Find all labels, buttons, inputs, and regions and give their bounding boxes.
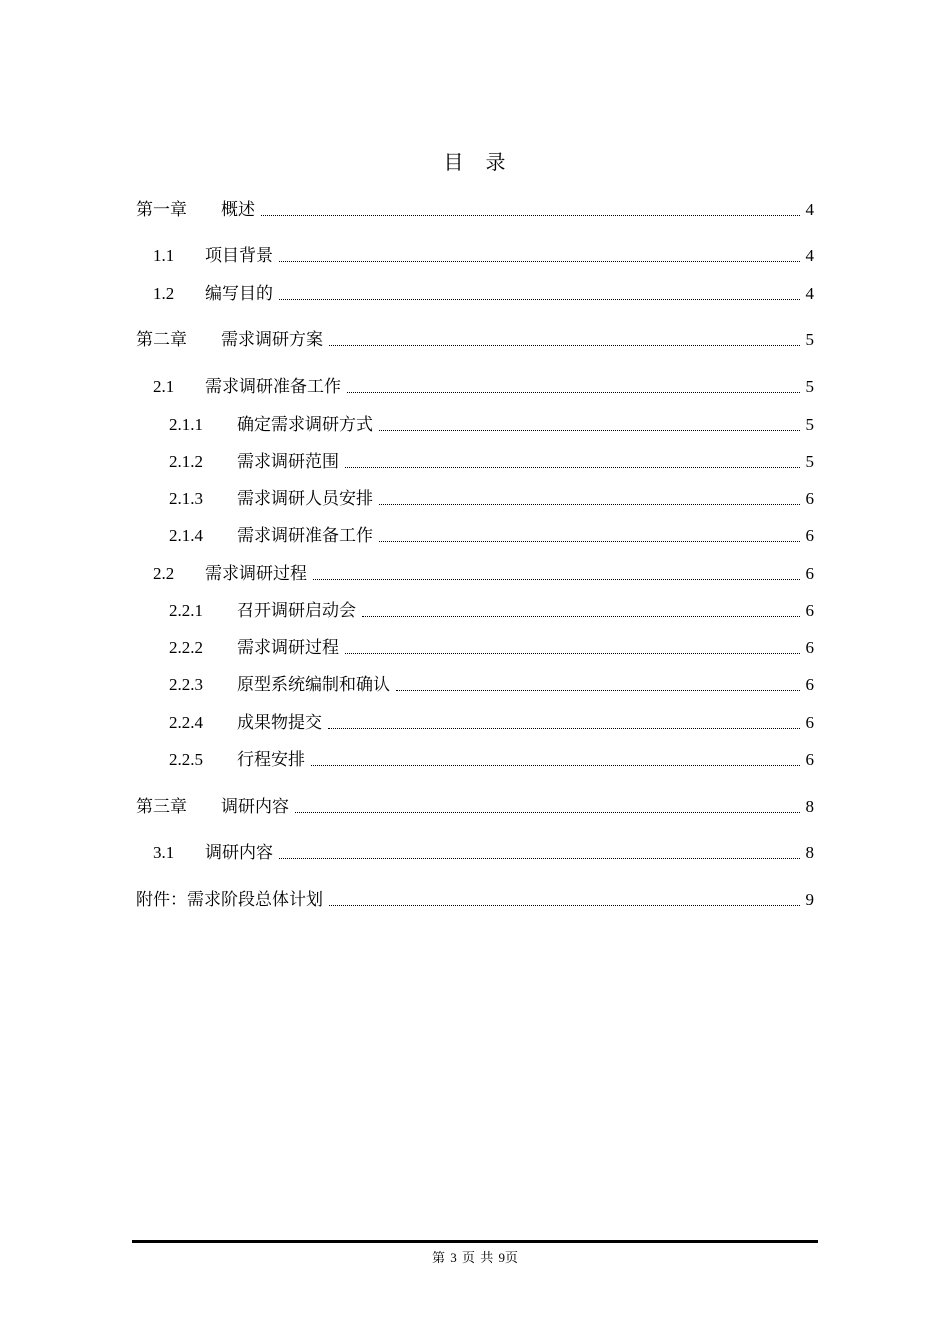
toc-dot-leader [362, 616, 800, 617]
toc-entry[interactable] [136, 559, 814, 585]
toc-entry-number: 1.2 [153, 284, 175, 303]
toc-entry-number: 第一章 [136, 200, 187, 220]
toc-dot-leader [313, 579, 800, 580]
toc-entry-page-number: 4 [805, 284, 814, 303]
toc-entry-page-number: 5 [805, 330, 814, 349]
toc-entry[interactable] [136, 195, 814, 221]
toc-entry-title: 原型系统编制和确认 [237, 675, 390, 695]
toc-entry-title: 行程安排 [237, 750, 305, 770]
toc-entry-page-number: 5 [805, 415, 814, 434]
toc-entry[interactable] [136, 633, 814, 659]
toc-entry-page-number: 6 [805, 489, 814, 508]
toc-dot-leader [379, 504, 800, 505]
toc-entry-number: 2.1 [153, 377, 175, 396]
toc-entry-page-number: 6 [805, 638, 814, 657]
toc-dot-leader [279, 299, 800, 300]
toc-entry-number: 1.1 [153, 246, 175, 265]
toc-entry-page-number: 6 [805, 526, 814, 545]
toc-entry-page-number: 6 [805, 564, 814, 583]
toc-entry[interactable] [136, 885, 814, 911]
toc-entry-page-number: 4 [805, 246, 814, 265]
toc-entry-number: 第二章 [136, 330, 187, 350]
toc-dot-leader [345, 467, 800, 468]
toc-entry-title: 编写目的 [205, 284, 273, 304]
toc-entry-title: 成果物提交 [237, 713, 322, 733]
toc-entry-number: 2.2.4 [169, 713, 203, 732]
toc-dot-leader [328, 728, 800, 729]
toc-entry[interactable] [136, 670, 814, 696]
toc-dot-leader [329, 345, 800, 346]
toc-dot-leader [295, 812, 800, 813]
toc-entry-title: 附件：需求阶段总体计划 [136, 890, 323, 910]
toc-entry-page-number: 4 [805, 200, 814, 219]
toc-entry-title: 项目背景 [205, 246, 273, 266]
toc-dot-leader [379, 430, 800, 431]
toc-entry[interactable] [136, 596, 814, 622]
toc-title: 目 录 [443, 150, 507, 174]
toc-entry-title: 需求调研过程 [237, 638, 339, 658]
toc-entry[interactable] [136, 484, 814, 510]
toc-entry-page-number: 6 [805, 750, 814, 769]
toc-entry-number: 2.2.3 [169, 675, 203, 694]
toc-entry-number: 2.1.1 [169, 415, 203, 434]
toc-entry-number: 第三章 [136, 797, 187, 817]
footer-rule [132, 1240, 818, 1243]
toc-dot-leader [311, 765, 800, 766]
toc-entry-title: 需求调研范围 [237, 452, 339, 472]
toc-dot-leader [345, 653, 800, 654]
toc-entry-page-number: 5 [805, 452, 814, 471]
toc-entry-number: 2.2.2 [169, 638, 203, 657]
page-number-footer: 第 3 页 共 9页 [431, 1250, 518, 1265]
toc-entry-page-number: 6 [805, 601, 814, 620]
toc-entry[interactable] [136, 447, 814, 473]
toc-dot-leader [329, 905, 800, 906]
toc-entry[interactable] [136, 708, 814, 734]
toc-entry-number: 2.2.5 [169, 750, 203, 769]
toc-entry-title: 调研内容 [221, 797, 289, 817]
toc-entry[interactable] [136, 241, 814, 267]
toc-dot-leader [261, 215, 800, 216]
toc-entry-page-number: 9 [805, 890, 814, 909]
toc-entry-title: 概述 [221, 200, 255, 220]
toc-entry-number: 3.1 [153, 843, 175, 862]
toc-entry-page-number: 5 [805, 377, 814, 396]
toc-entry-number: 2.2.1 [169, 601, 203, 620]
toc-entry-number: 2.1.2 [169, 452, 203, 471]
toc-entry[interactable] [136, 838, 814, 864]
toc-entry-title: 需求调研人员安排 [237, 489, 373, 509]
toc-entry-title: 调研内容 [205, 843, 273, 863]
toc-entry-number: 2.1.3 [169, 489, 203, 508]
toc-dot-leader [396, 690, 800, 691]
toc-entry-page-number: 6 [805, 713, 814, 732]
toc-entry[interactable] [136, 521, 814, 547]
toc-dot-leader [379, 541, 800, 542]
toc-entry[interactable] [136, 279, 814, 305]
toc-entry-page-number: 8 [805, 797, 814, 816]
toc-entry-number: 2.2 [153, 564, 175, 583]
toc-dot-leader [347, 392, 800, 393]
toc-dot-leader [279, 858, 800, 859]
toc-entry[interactable] [136, 745, 814, 771]
toc-entry[interactable] [136, 792, 814, 818]
toc-dot-leader [279, 261, 800, 262]
toc-entry-page-number: 8 [805, 843, 814, 862]
toc-entry[interactable] [136, 372, 814, 398]
toc-entry[interactable] [136, 410, 814, 436]
toc-entry-title: 确定需求调研方式 [237, 415, 373, 435]
toc-entry-title: 需求调研准备工作 [237, 526, 373, 546]
toc-entry[interactable] [136, 325, 814, 351]
toc-entry-title: 召开调研启动会 [237, 601, 356, 621]
toc-entry-title: 需求调研过程 [205, 564, 307, 584]
toc-entry-page-number: 6 [805, 675, 814, 694]
toc-entry-title: 需求调研方案 [221, 330, 323, 350]
toc-entry-number: 2.1.4 [169, 526, 203, 545]
toc-entry-title: 需求调研准备工作 [205, 377, 341, 397]
